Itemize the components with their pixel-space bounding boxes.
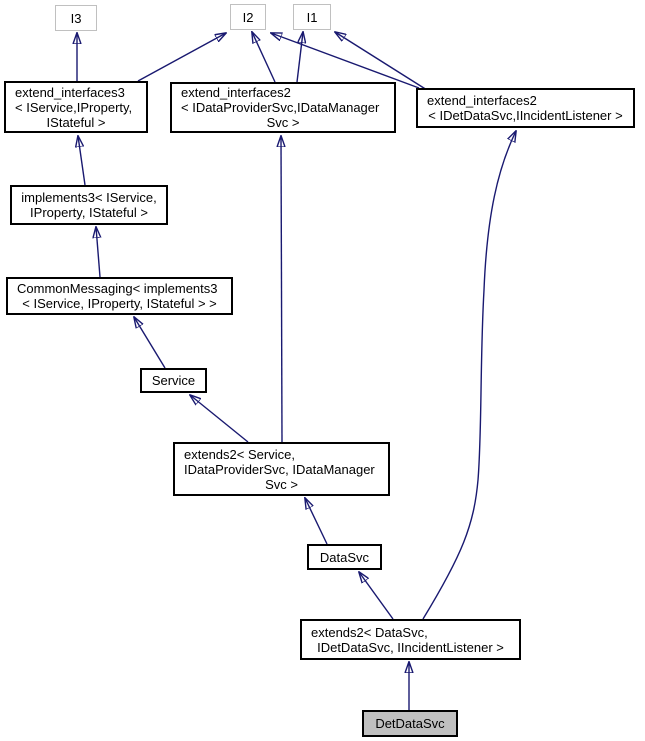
node-datasvc[interactable]	[307, 544, 382, 570]
node-extends2-service[interactable]	[173, 442, 390, 496]
node-label-line: implements3< IService,	[21, 190, 157, 205]
node-label-line: IDetDataSvc, IIncidentListener >	[317, 639, 504, 655]
node-i1-label: I1	[306, 9, 318, 25]
edge-extends2-datasvc-to-extend-interfaces2-incidentlistener	[423, 131, 516, 619]
node-commonmessaging[interactable]	[6, 277, 233, 315]
node-label-line: extend_interfaces3	[15, 84, 125, 100]
edge-datasvc-to-extends2-service	[305, 498, 327, 544]
node-extend-interfaces3[interactable]	[4, 81, 148, 133]
node-i2[interactable]	[230, 4, 266, 30]
node-detdatasvc-current	[362, 710, 458, 737]
node-label-line: < IService, IProperty, IStateful > >	[22, 296, 217, 311]
edge-extend-interfaces3-to-i2	[138, 33, 226, 81]
edge-extends2-service-to-extend-interfaces2-datamanager	[281, 136, 282, 442]
node-service-label: Service	[151, 373, 196, 388]
node-label-line: IStateful >	[46, 114, 106, 130]
node-i2-label: I2	[242, 9, 254, 25]
edge-extends2-service-to-service	[190, 395, 248, 442]
node-extends2-datasvc[interactable]	[300, 619, 521, 660]
node-label-line: < IDataProviderSvc,IDataManager	[181, 100, 380, 115]
node-implements3[interactable]	[10, 185, 168, 225]
node-i3[interactable]	[55, 5, 97, 31]
node-label-line: extends2< Service,	[184, 446, 295, 462]
node-detdatasvc-label: DetDataSvc	[375, 716, 445, 731]
node-service[interactable]	[140, 368, 207, 393]
edge-commonmessaging-to-implements3	[96, 227, 100, 277]
node-label-line: Svc >	[266, 115, 300, 130]
node-i1[interactable]	[293, 4, 331, 30]
edge-extends2-datasvc-to-datasvc	[359, 572, 393, 619]
node-label-line: extend_interfaces2	[427, 93, 537, 108]
node-label-line: Svc >	[265, 476, 298, 492]
node-label-line: IDataProviderSvc, IDataManager	[184, 461, 375, 477]
node-label-line: < IService,IProperty,	[15, 99, 133, 115]
node-label-line: CommonMessaging< implements3	[17, 281, 218, 296]
node-label-line: extends2< DataSvc,	[311, 624, 428, 640]
node-extend-interfaces2-incidentlistener[interactable]	[416, 88, 635, 128]
edge-implements3-to-extend-interfaces3	[78, 136, 85, 185]
node-label-line: < IDetDataSvc,IIncidentListener >	[428, 108, 623, 123]
node-i3-label: I3	[70, 10, 82, 26]
edge-extend-interfaces2-datamanager-to-i1	[297, 32, 303, 82]
edge-service-to-commonmessaging	[134, 317, 165, 368]
edge-extend-interfaces2-datamanager-to-i2	[252, 32, 275, 82]
edge-extend-interfaces2-incidentlistener-to-i2	[271, 33, 419, 88]
node-datasvc-label: DataSvc	[319, 549, 370, 565]
node-extend-interfaces2-datamanager[interactable]	[170, 82, 396, 133]
node-label-line: IProperty, IStateful >	[30, 205, 148, 220]
node-label-line: extend_interfaces2	[181, 85, 291, 100]
